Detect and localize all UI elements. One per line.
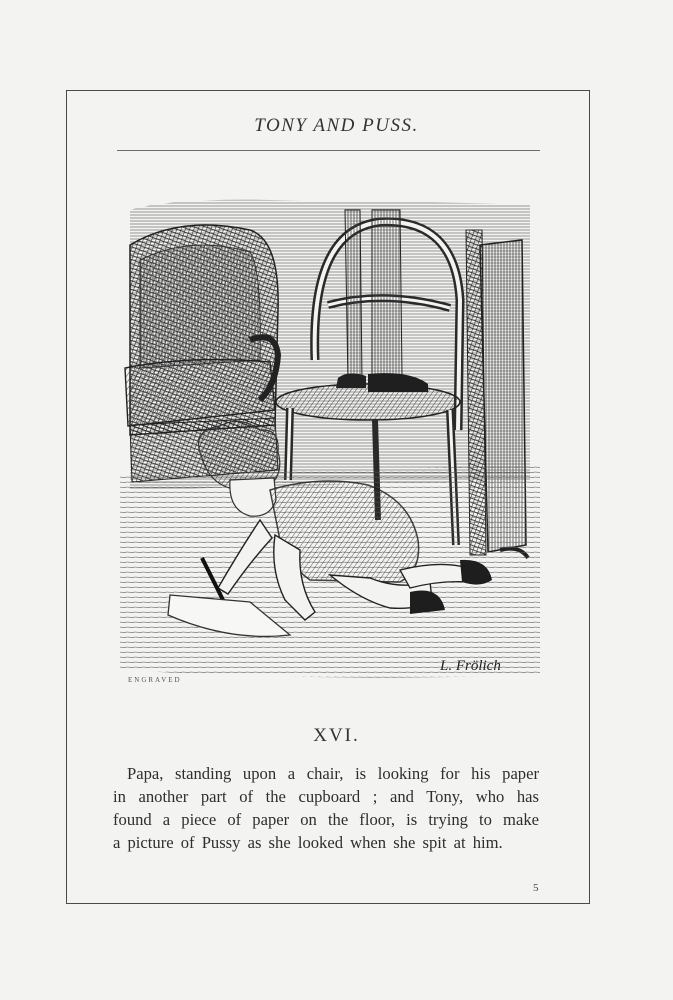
- caption-line: a picture of Pussy as she looked when she spit at him.: [113, 833, 503, 852]
- engraver-mark: ENGRAVED: [128, 676, 182, 684]
- caption-line: found a piece of paper on the floor, is trying to make: [113, 810, 539, 829]
- caption-line: Papa, standing upon a chair, is looking for his paper: [127, 764, 539, 783]
- caption-line: in another part of the cupboard ; and Tony, who has: [113, 787, 539, 806]
- artist-signature: L. Frölich: [440, 658, 501, 674]
- engraving-child-drawing-icon: [110, 190, 550, 690]
- page-number: 5: [533, 882, 539, 894]
- title-rule: [117, 150, 540, 151]
- plate-number: XVI.: [313, 725, 360, 746]
- page-title: TONY AND PUSS.: [254, 115, 419, 136]
- caption-paragraph: [113, 762, 539, 854]
